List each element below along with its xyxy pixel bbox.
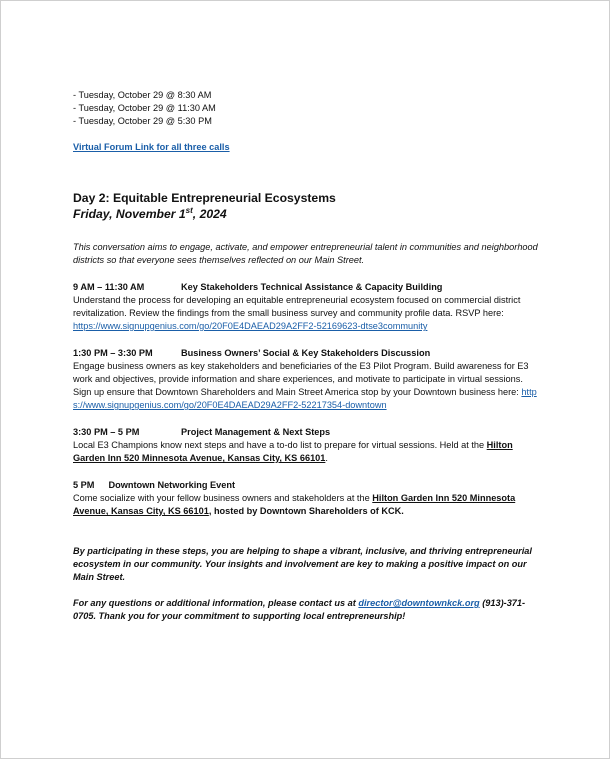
- day-date-text: Friday, November 1: [73, 207, 186, 221]
- session-text: Understand the process for developing an equitable entrepreneurial ecosystem focused on commercial district revitalization. Review the findings from the small business survey and community profile data. RSVP here:: [73, 295, 521, 318]
- email-link[interactable]: director@downtownkck.org: [358, 598, 480, 608]
- session-text-end: , hosted by Downtown Shareholders of KCK.: [208, 506, 404, 516]
- closing-paragraph: By participating in these steps, you are helping to shape a vibrant, inclusive, and thriving entrepreneurial ecosystem in our community. Your insights and involvement are key to making a positive impact on our Main Street.: [73, 546, 532, 582]
- session-text: Come socialize with your fellow business owners and stakeholders at the: [73, 493, 373, 503]
- venue-address: Hilton Garden Inn 520 Minnesota Avenue, Kansas City, KS 66101: [73, 493, 516, 516]
- document-content: [73, 89, 543, 623]
- session-title: Business Owners’ Social & Key Stakeholders Discussion: [181, 348, 431, 358]
- session-text-end: .: [325, 453, 328, 463]
- session-heading: [73, 479, 543, 492]
- venue-address: Hilton Garden Inn 520 Minnesota Avenue, Kansas City, KS 66101: [73, 440, 513, 463]
- call-item: - Tuesday, October 29 @ 8:30 AM: [73, 90, 212, 100]
- day-date: [73, 206, 543, 222]
- call-item: - Tuesday, October 29 @ 11:30 AM: [73, 103, 216, 113]
- session-4: [73, 479, 543, 518]
- session-title: Key Stakeholders Technical Assistance & Capacity Building: [181, 282, 443, 292]
- signup-link[interactable]: https://www.signupgenius.com/go/20F0E4DAEAD29A2FF2-52217354-downtown: [73, 387, 537, 410]
- day-date-year: , 2024: [192, 207, 227, 221]
- session-heading: [73, 347, 543, 360]
- rsvp-link[interactable]: https://www.signupgenius.com/go/20F0E4DAEAD29A2FF2-52169623-dtse3community: [73, 321, 428, 331]
- session-text: Local E3 Champions know next steps and have a to-do list to prepare for virtual sessions. Held at the: [73, 440, 487, 450]
- session-2: [73, 347, 543, 412]
- virtual-forum-link[interactable]: Virtual Forum Link for all three calls: [73, 142, 230, 152]
- call-item: - Tuesday, October 29 @ 5:30 PM: [73, 116, 212, 126]
- session-title: Downtown Networking Event: [108, 480, 236, 490]
- intro-paragraph: This conversation aims to engage, activate, and empower entrepreneurial talent in communities and neighborhood districts so that everyone sees themselves reflected on our Main Street.: [73, 242, 538, 265]
- session-time: 9 AM – 11:30 AM: [73, 282, 145, 292]
- call-list: [73, 89, 543, 128]
- day-date-ordinal: st: [185, 205, 193, 215]
- contact-text-end: (913)-371-0705. Thank you for your commitment to supporting local entrepreneurship!: [73, 598, 526, 621]
- session-body: [73, 360, 543, 412]
- session-heading: [73, 281, 543, 294]
- day-title: Day 2: Equitable Entrepreneurial Ecosystems: [73, 191, 336, 205]
- session-time: 5 PM: [73, 480, 95, 490]
- session-body: [73, 439, 543, 465]
- contact-paragraph: [73, 597, 543, 623]
- session-body: [73, 294, 543, 333]
- session-text: Engage business owners as key stakeholders and beneficiaries of the E3 Pilot Program. Build awareness for E3 work and objectives, provide information and share experiences, and motivate to participate in virtual sessions. Sign up ensure that Downtown Shareholders and Main Street America stop by your Downtown business here:: [73, 361, 529, 397]
- session-1: [73, 281, 543, 333]
- session-body: [73, 492, 543, 518]
- session-time: 1:30 PM – 3:30 PM: [73, 348, 153, 358]
- contact-text: For any questions or additional information, please contact us at: [73, 598, 359, 608]
- session-time: 3:30 PM – 5 PM: [73, 427, 140, 437]
- session-heading: [73, 426, 543, 439]
- session-3: [73, 426, 543, 465]
- session-title: Project Management & Next Steps: [181, 427, 331, 437]
